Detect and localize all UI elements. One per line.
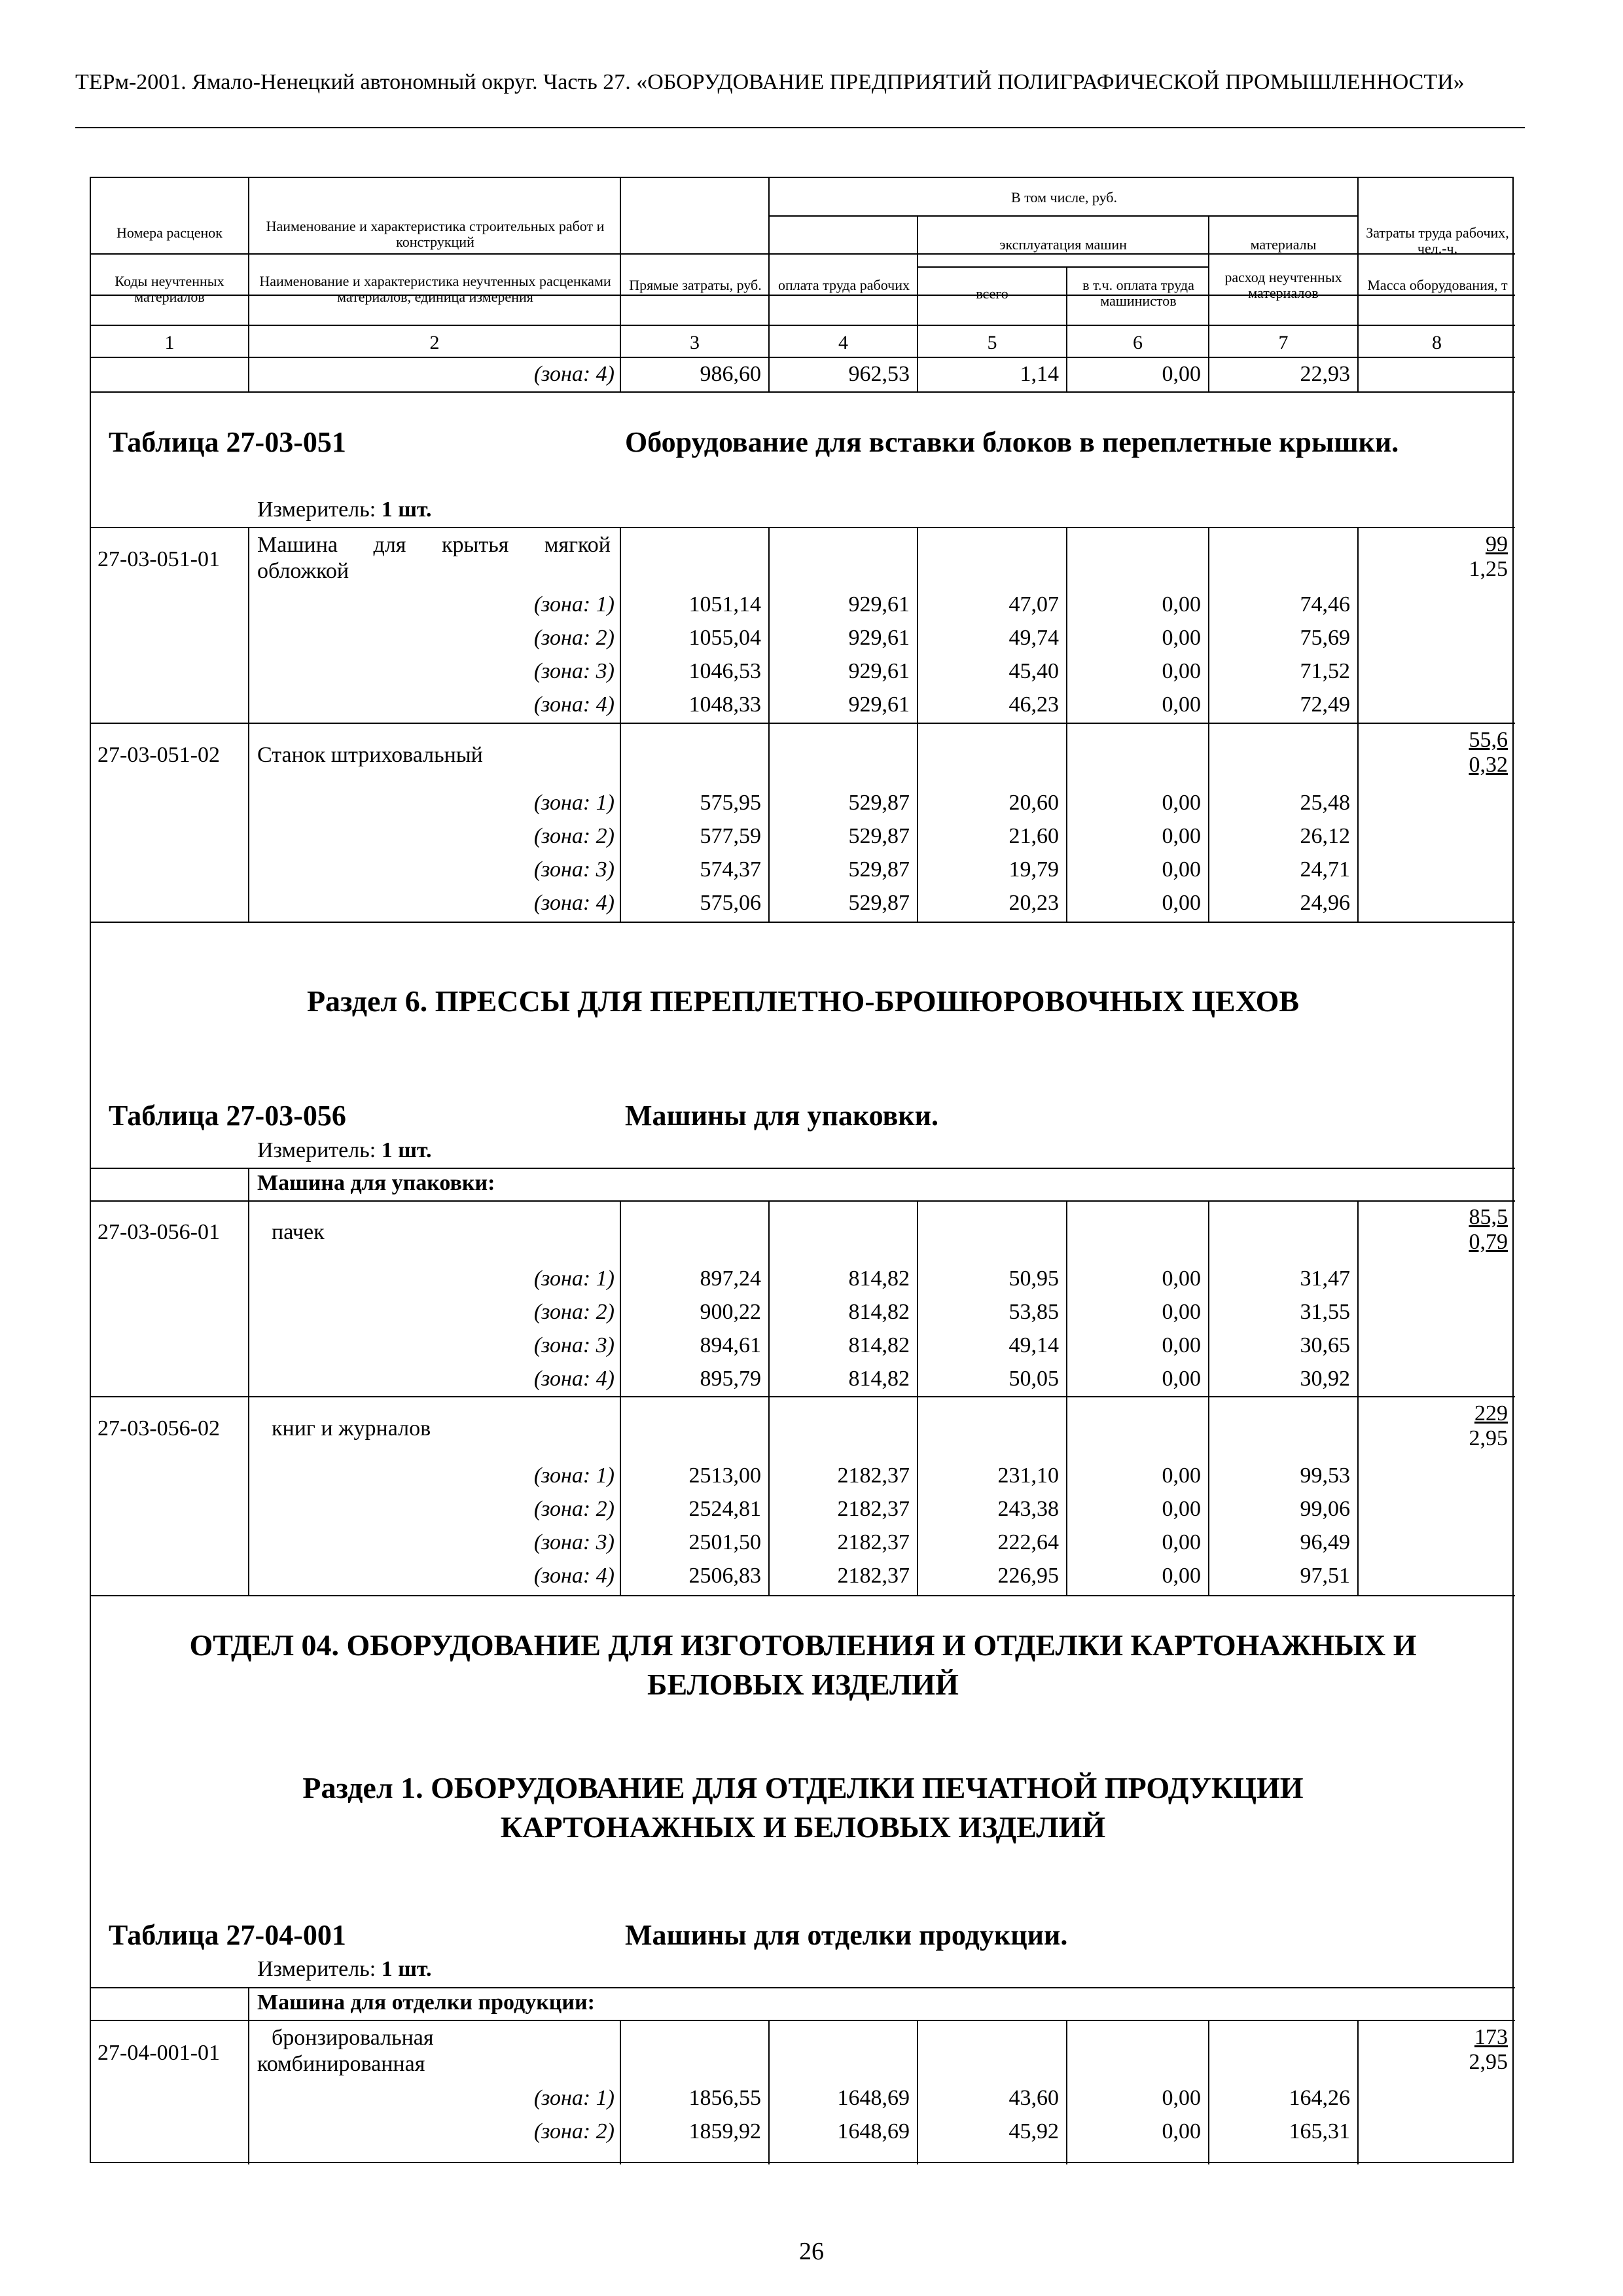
labor-pay: 2182,37 — [837, 1463, 910, 1488]
direct-cost: 1856,55 — [688, 2086, 761, 2110]
measure-value: 1 шт. — [381, 1138, 432, 1162]
rate-name: бронзировальная комбинированная — [257, 2026, 434, 2076]
zone-label: (зона: 4) — [533, 1564, 615, 1588]
labor-hours: 173 — [1474, 2025, 1508, 2049]
col-line — [248, 178, 249, 325]
equipment-mass: 0,79 — [1469, 1230, 1508, 1254]
labor-pay: 2182,37 — [837, 1564, 910, 1588]
labor-pay: 962,53 — [848, 362, 910, 386]
labor-pay: 814,82 — [848, 1300, 910, 1324]
labor-hours: 55,6 — [1469, 728, 1508, 752]
col6-header: в т.ч. оплата труда машинистов — [1082, 277, 1194, 309]
col3-header: Прямые затраты, руб. — [629, 277, 762, 293]
row-divider — [91, 922, 1515, 923]
zone-label: (зона: 3) — [533, 659, 615, 683]
materials-cost: 24,96 — [1300, 891, 1350, 915]
col-line — [1066, 266, 1067, 325]
materials-cost: 74,46 — [1300, 592, 1350, 617]
col2-subheader: Наименование и характеристика неучтенных расценками материалов, единица измерения — [259, 273, 611, 305]
measure-unit — [257, 1956, 432, 1982]
labor-hours: 85,5 — [1469, 1205, 1508, 1229]
table-description-text: Оборудование для вставки блоков в переплетные крышки. — [625, 426, 1399, 458]
zone-label: (зона: 2) — [533, 824, 615, 848]
table-description: Машины для отделки продукции. — [625, 1919, 1068, 1951]
group-header: В том числе, руб. — [1011, 189, 1117, 206]
row-divider — [91, 1200, 1515, 1202]
direct-cost: 2524,81 — [688, 1497, 761, 1521]
zone-label: (зона: 4) — [533, 362, 615, 386]
materials-cost: 25,48 — [1300, 791, 1350, 815]
labor-pay: 529,87 — [848, 791, 910, 815]
rate-code: 27-03-056-02 — [98, 1416, 220, 1441]
labor-pay: 2182,37 — [837, 1530, 910, 1554]
machines-total: 53,85 — [1008, 1300, 1059, 1324]
table-title: Таблица 27-03-051 — [109, 426, 346, 458]
equipment-mass: 0,32 — [1469, 753, 1508, 777]
machines-total: 49,74 — [1008, 626, 1059, 650]
machines-total: 19,79 — [1008, 857, 1059, 882]
col-number: 4 — [838, 332, 848, 353]
direct-cost: 895,79 — [700, 1367, 761, 1391]
direct-cost: 986,60 — [700, 362, 761, 386]
zone-label: (зона: 2) — [533, 1300, 615, 1324]
direct-cost: 894,61 — [700, 1333, 761, 1357]
col-number: 5 — [987, 332, 997, 353]
col-line — [917, 215, 918, 325]
col1-subheader: Коды неучтенных материалов — [115, 273, 224, 305]
header-divider — [918, 266, 1209, 268]
operators-pay: 0,00 — [1162, 1463, 1201, 1488]
machines-total: 243,38 — [997, 1497, 1059, 1521]
labor-pay: 929,61 — [848, 659, 910, 683]
header-divider — [770, 215, 1359, 217]
machines-total: 226,95 — [997, 1564, 1059, 1588]
labor-pay: 529,87 — [848, 891, 910, 915]
col4-header: оплата труда рабочих — [778, 277, 910, 293]
row-divider — [91, 723, 1515, 724]
rate-code: 27-04-001-01 — [98, 2041, 220, 2065]
labor-pay: 1648,69 — [837, 2119, 910, 2144]
materials-cost: 26,12 — [1300, 824, 1350, 848]
zone-label: (зона: 4) — [533, 692, 615, 717]
header-divider — [91, 357, 1515, 358]
materials-cost: 164,26 — [1289, 2086, 1350, 2110]
machines-total: 231,10 — [997, 1463, 1059, 1488]
measure-unit — [257, 497, 432, 523]
rate-code: 27-03-056-01 — [98, 1220, 220, 1244]
row-divider — [91, 1396, 1515, 1397]
materials-cost: 71,52 — [1300, 659, 1350, 683]
row-divider — [91, 1595, 1515, 1596]
header-divider — [91, 253, 1515, 255]
machines-total: 20,23 — [1008, 891, 1059, 915]
labor-mass — [1360, 1205, 1508, 1255]
operators-pay: 0,00 — [1162, 1497, 1201, 1521]
direct-cost: 575,06 — [700, 891, 761, 915]
col5-header: всего — [976, 285, 1008, 302]
labor-mass — [1360, 1401, 1508, 1451]
operators-pay: 0,00 — [1162, 824, 1201, 848]
operators-pay: 0,00 — [1162, 1530, 1201, 1554]
operators-pay: 0,00 — [1162, 2086, 1201, 2110]
materials-cost: 22,93 — [1300, 362, 1350, 386]
labor-hours: 229 — [1474, 1401, 1508, 1426]
col8-subheader: Масса оборудования, т — [1367, 277, 1508, 293]
operators-pay: 0,00 — [1162, 1333, 1201, 1357]
department-heading — [91, 1626, 1515, 1704]
labor-pay: 814,82 — [848, 1367, 910, 1391]
labor-pay: 1648,69 — [837, 2086, 910, 2110]
measure-unit — [257, 1138, 432, 1164]
materials-cost: 75,69 — [1300, 626, 1350, 650]
direct-cost: 2501,50 — [688, 1530, 761, 1554]
zone-label: (зона: 3) — [533, 857, 615, 882]
measure-value: 1 шт. — [381, 1957, 432, 1981]
table-title: Таблица 27-03-056 — [109, 1100, 346, 1132]
labor-pay: 529,87 — [848, 857, 910, 882]
table-description: Машины для упаковки. — [625, 1100, 938, 1132]
measure-label: Измеритель: — [257, 1957, 376, 1981]
labor-pay: 814,82 — [848, 1333, 910, 1357]
col-line — [1357, 1200, 1359, 1595]
materials-cost: 72,49 — [1300, 692, 1350, 717]
machines-total: 49,14 — [1008, 1333, 1059, 1357]
zone-label: (зона: 3) — [533, 1333, 615, 1357]
operators-pay: 0,00 — [1162, 857, 1201, 882]
equipment-mass: 2,95 — [1469, 2050, 1508, 2074]
col8-header: Затраты труда рабочих, чел.-ч. — [1366, 224, 1509, 257]
materials-cost: 24,71 — [1300, 857, 1350, 882]
zone-label: (зона: 3) — [533, 1530, 615, 1554]
labor-mass — [1360, 2025, 1508, 2075]
zone-label: (зона: 4) — [533, 1367, 615, 1391]
row-divider — [91, 2020, 1515, 2021]
machines-total: 46,23 — [1008, 692, 1059, 717]
zone-label: (зона: 1) — [533, 791, 615, 815]
rate-name: Машина для крытья мягкой обложкой — [257, 533, 611, 583]
section-heading: Раздел 6. ПРЕССЫ ДЛЯ ПЕРЕПЛЕТНО-БРОШЮРОВОЧНЫХ ЦЕХОВ — [306, 984, 1300, 1018]
col-number: 8 — [1432, 332, 1442, 353]
direct-cost: 2513,00 — [688, 1463, 761, 1488]
table-description — [625, 425, 1495, 459]
col7-header: расход неучтенных материалов — [1224, 269, 1342, 301]
materials-cost: 31,47 — [1300, 1266, 1350, 1291]
operators-pay: 0,00 — [1162, 659, 1201, 683]
operators-pay: 0,00 — [1162, 1300, 1201, 1324]
materials-cost: 31,55 — [1300, 1300, 1350, 1324]
col-line — [620, 178, 621, 325]
materials-cost: 165,31 — [1289, 2119, 1350, 2144]
row-divider — [91, 527, 1515, 528]
machines-total: 1,14 — [1020, 362, 1059, 386]
direct-cost: 1048,33 — [688, 692, 761, 717]
labor-mass — [1360, 532, 1508, 582]
rates-table — [90, 177, 1514, 2163]
group-label: Машина для отделки продукции: — [257, 1990, 595, 2015]
machines-header: эксплуатация машин — [999, 236, 1127, 253]
department-heading-line: ОТДЕЛ 04. ОБОРУДОВАНИЕ ДЛЯ ИЗГОТОВЛЕНИЯ И ОТДЕЛКИ КАРТОНАЖНЫХ И — [189, 1628, 1417, 1662]
rate-name: пачек — [272, 1220, 325, 1244]
section-heading — [91, 1768, 1515, 1847]
operators-pay: 0,00 — [1162, 2119, 1201, 2144]
direct-cost: 1051,14 — [688, 592, 761, 617]
direct-cost: 1859,92 — [688, 2119, 761, 2144]
section-heading-line: Раздел 1. ОБОРУДОВАНИЕ ДЛЯ ОТДЕЛКИ ПЕЧАТНОЙ ПРОДУКЦИИ — [302, 1771, 1304, 1804]
direct-cost: 1055,04 — [688, 626, 761, 650]
col-number: 7 — [1278, 332, 1289, 353]
direct-cost: 1046,53 — [688, 659, 761, 683]
zone-label: (зона: 4) — [533, 891, 615, 915]
operators-pay: 0,00 — [1162, 891, 1201, 915]
direct-cost: 900,22 — [700, 1300, 761, 1324]
col-number: 3 — [690, 332, 700, 353]
page-header: ТЕРм-2001. Ямало-Ненецкий автономный округ. Часть 27. «ОБОРУДОВАНИЕ ПРЕДПРИЯТИЙ ПОЛИГРАФИЧЕСКОЙ ПРОМЫШЛЕННОСТИ» — [75, 70, 1465, 94]
col-number: 2 — [429, 332, 440, 353]
measure-value: 1 шт. — [381, 497, 432, 522]
labor-pay: 529,87 — [848, 824, 910, 848]
direct-cost: 575,95 — [700, 791, 761, 815]
section-heading-line: КАРТОНАЖНЫХ И БЕЛОВЫХ ИЗДЕЛИЙ — [500, 1810, 1106, 1844]
operators-pay: 0,00 — [1162, 362, 1201, 386]
zone-label: (зона: 2) — [533, 2119, 615, 2144]
operators-pay: 0,00 — [1162, 692, 1201, 717]
zone-label: (зона: 1) — [533, 1463, 615, 1488]
col-number: 1 — [164, 332, 175, 353]
materials-header: материалы — [1250, 236, 1317, 253]
machines-total: 20,60 — [1008, 791, 1059, 815]
machines-total: 43,60 — [1008, 2086, 1059, 2110]
machines-total: 222,64 — [997, 1530, 1059, 1554]
measure-label: Измеритель: — [257, 1138, 376, 1162]
operators-pay: 0,00 — [1162, 592, 1201, 617]
materials-cost: 99,53 — [1300, 1463, 1350, 1488]
direct-cost: 897,24 — [700, 1266, 761, 1291]
col-line — [1357, 527, 1359, 922]
materials-cost: 96,49 — [1300, 1530, 1350, 1554]
machines-total: 45,92 — [1008, 2119, 1059, 2144]
rate-name: книг и журналов — [272, 1416, 431, 1441]
group-label: Машина для упаковки: — [257, 1171, 495, 1195]
machines-total: 47,07 — [1008, 592, 1059, 617]
header-rule — [75, 127, 1525, 128]
zone-label: (зона: 1) — [533, 2086, 615, 2110]
machines-total: 21,60 — [1008, 824, 1059, 848]
labor-pay: 929,61 — [848, 692, 910, 717]
labor-pay: 2182,37 — [837, 1497, 910, 1521]
operators-pay: 0,00 — [1162, 1367, 1201, 1391]
zone-label: (зона: 2) — [533, 1497, 615, 1521]
labor-mass — [1360, 728, 1508, 778]
direct-cost: 2506,83 — [688, 1564, 761, 1588]
col1-header: Номера расценок — [116, 224, 223, 241]
zone-label: (зона: 1) — [533, 1266, 615, 1291]
operators-pay: 0,00 — [1162, 791, 1201, 815]
row-divider — [91, 1168, 1515, 1169]
page-number: 26 — [799, 2238, 824, 2265]
rate-name: Станок штриховальный — [257, 743, 483, 767]
header-divider — [91, 325, 1515, 326]
machines-total: 45,40 — [1008, 659, 1059, 683]
operators-pay: 0,00 — [1162, 1266, 1201, 1291]
materials-cost: 97,51 — [1300, 1564, 1350, 1588]
header-divider — [91, 391, 1515, 393]
rate-code: 27-03-051-01 — [98, 547, 220, 571]
rate-code: 27-03-051-02 — [98, 743, 220, 767]
labor-pay: 814,82 — [848, 1266, 910, 1291]
col-line — [1357, 2020, 1359, 2164]
operators-pay: 0,00 — [1162, 1564, 1201, 1588]
operators-pay: 0,00 — [1162, 626, 1201, 650]
col-number: 6 — [1133, 332, 1143, 353]
row-divider — [91, 1987, 1515, 1988]
labor-pay: 929,61 — [848, 626, 910, 650]
zone-label: (зона: 1) — [533, 592, 615, 617]
labor-hours: 99 — [1486, 532, 1508, 556]
machines-total: 50,05 — [1008, 1367, 1059, 1391]
measure-label: Измеритель: — [257, 497, 376, 522]
labor-pay: 929,61 — [848, 592, 910, 617]
equipment-mass: 1,25 — [1469, 557, 1508, 581]
direct-cost: 574,37 — [700, 857, 761, 882]
table-title: Таблица 27-04-001 — [109, 1919, 346, 1951]
zone-label: (зона: 2) — [533, 626, 615, 650]
machines-total: 50,95 — [1008, 1266, 1059, 1291]
materials-cost: 30,92 — [1300, 1367, 1350, 1391]
materials-cost: 99,06 — [1300, 1497, 1350, 1521]
equipment-mass: 2,95 — [1469, 1426, 1508, 1450]
materials-cost: 30,65 — [1300, 1333, 1350, 1357]
direct-cost: 577,59 — [700, 824, 761, 848]
col2-header: Наименование и характеристика строительных работ и конструкций — [266, 218, 605, 250]
department-heading-line: БЕЛОВЫХ ИЗДЕЛИЙ — [647, 1668, 959, 1701]
